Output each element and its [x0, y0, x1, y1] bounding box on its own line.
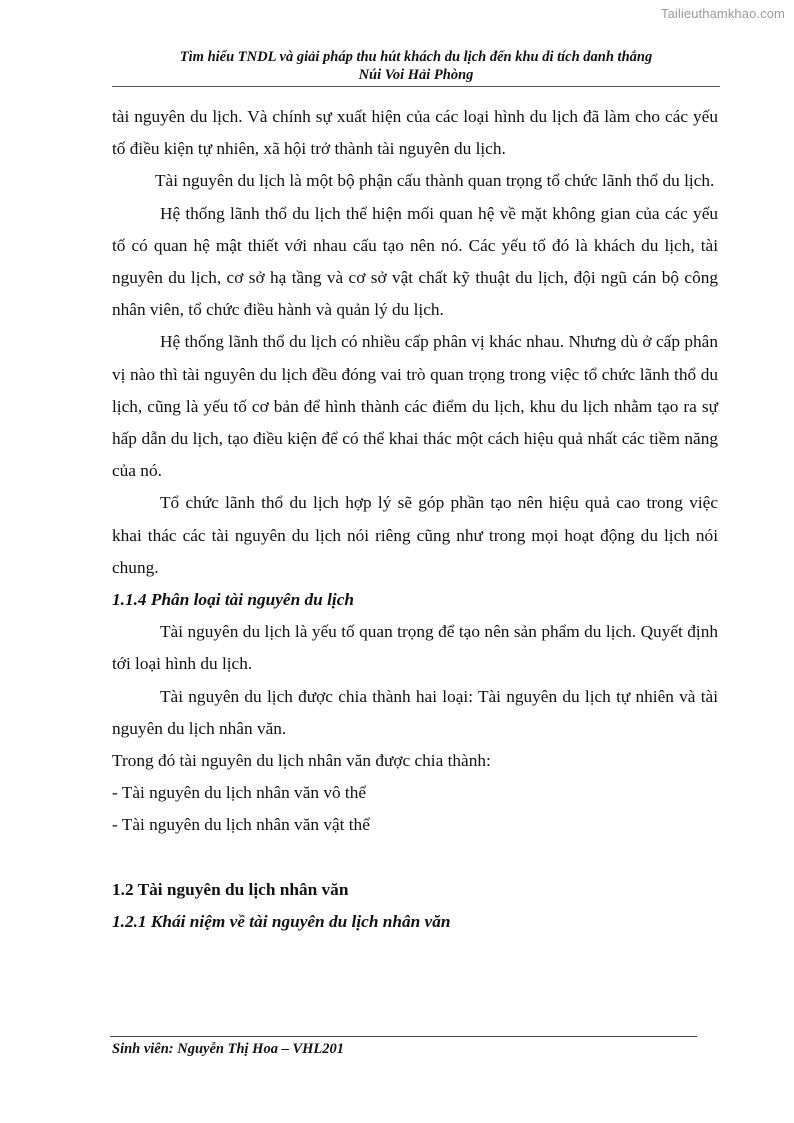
paragraph: Hệ thống lãnh thổ du lịch thể hiện mối quan hệ về mặt không gian của các yếu tố có quan hệ mật thiết với nhau cấu tạo nên nó. Các yếu tố đó là khách du lịch, tài nguyên du lịch, cơ sở hạ tầng và cơ sở vật chất kỹ thuật du lịch, đội ngũ cán bộ công nhân viên, tổ chức điều hành và quản lý du lịch. [112, 203, 718, 320]
footer-divider [110, 1036, 697, 1037]
section-heading-1-1-4: 1.1.4 Phân loại tài nguyên du lịch [112, 590, 354, 610]
paragraph: Tài nguyên du lịch là một bộ phận cấu thành quan trọng tổ chức lãnh thổ du lịch. [155, 171, 715, 191]
paragraph: tài nguyên du lịch. Và chính sự xuất hiện của các loại hình du lịch đã làm cho các yếu tố điều kiện tự nhiên, xã hội trở thành tài nguyên du lịch. [112, 107, 718, 159]
header-title-line2: Núi Voi Hải Phòng [358, 67, 474, 83]
blank-line [112, 842, 718, 874]
header-divider [112, 86, 720, 87]
paragraph: Tài nguyên du lịch là yếu tố quan trọng để tạo nên sản phẩm du lịch. Quyết định tới loại hình du lịch. [112, 622, 718, 674]
paragraph: Hệ thống lãnh thổ du lịch có nhiều cấp phân vị khác nhau. Nhưng dù ở cấp phân vị nào thì tài nguyên du lịch đều đóng vai trò quan trọng trong việc tổ chức lãnh thổ du lịch, cũng là yếu tố cơ bản để hình thành các điểm du lịch, khu du lịch nhằm tạo ra sự hấp dẫn du lịch, tạo điều kiện để có thể khai thác một cách hiệu quả nhất các tiềm năng của nó. [112, 332, 718, 481]
watermark: Tailieuthamkhao.com [660, 6, 785, 21]
paragraph: Trong đó tài nguyên du lịch nhân văn được chia thành: [112, 751, 491, 771]
bullet-item: - Tài nguyên du lịch nhân văn vật thể [112, 815, 370, 835]
section-heading-1-2-1: 1.2.1 Khái niệm về tài nguyên du lịch nhân văn [112, 911, 451, 931]
paragraph: Tài nguyên du lịch được chia thành hai loại: Tài nguyên du lịch tự nhiên và tài nguyên du lịch nhân văn. [112, 686, 718, 738]
paragraph: Tổ chức lãnh thổ du lịch hợp lý sẽ góp phần tạo nên hiệu quả cao trong việc khai thác các tài nguyên du lịch nói riêng cũng như trong mọi hoạt động du lịch nói chung. [112, 493, 718, 577]
document-body [112, 101, 718, 938]
section-heading-1-2: 1.2 Tài nguyên du lịch nhân văn [112, 879, 349, 899]
page-header [112, 48, 720, 84]
bullet-item: - Tài nguyên du lịch nhân văn vô thể [112, 783, 367, 803]
header-title-line1: Tìm hiểu TNDL và giải pháp thu hút khách du lịch đến khu di tích danh thắng [179, 49, 653, 65]
page-footer: Sinh viên: Nguyễn Thị Hoa – VHL201 [112, 1041, 345, 1057]
